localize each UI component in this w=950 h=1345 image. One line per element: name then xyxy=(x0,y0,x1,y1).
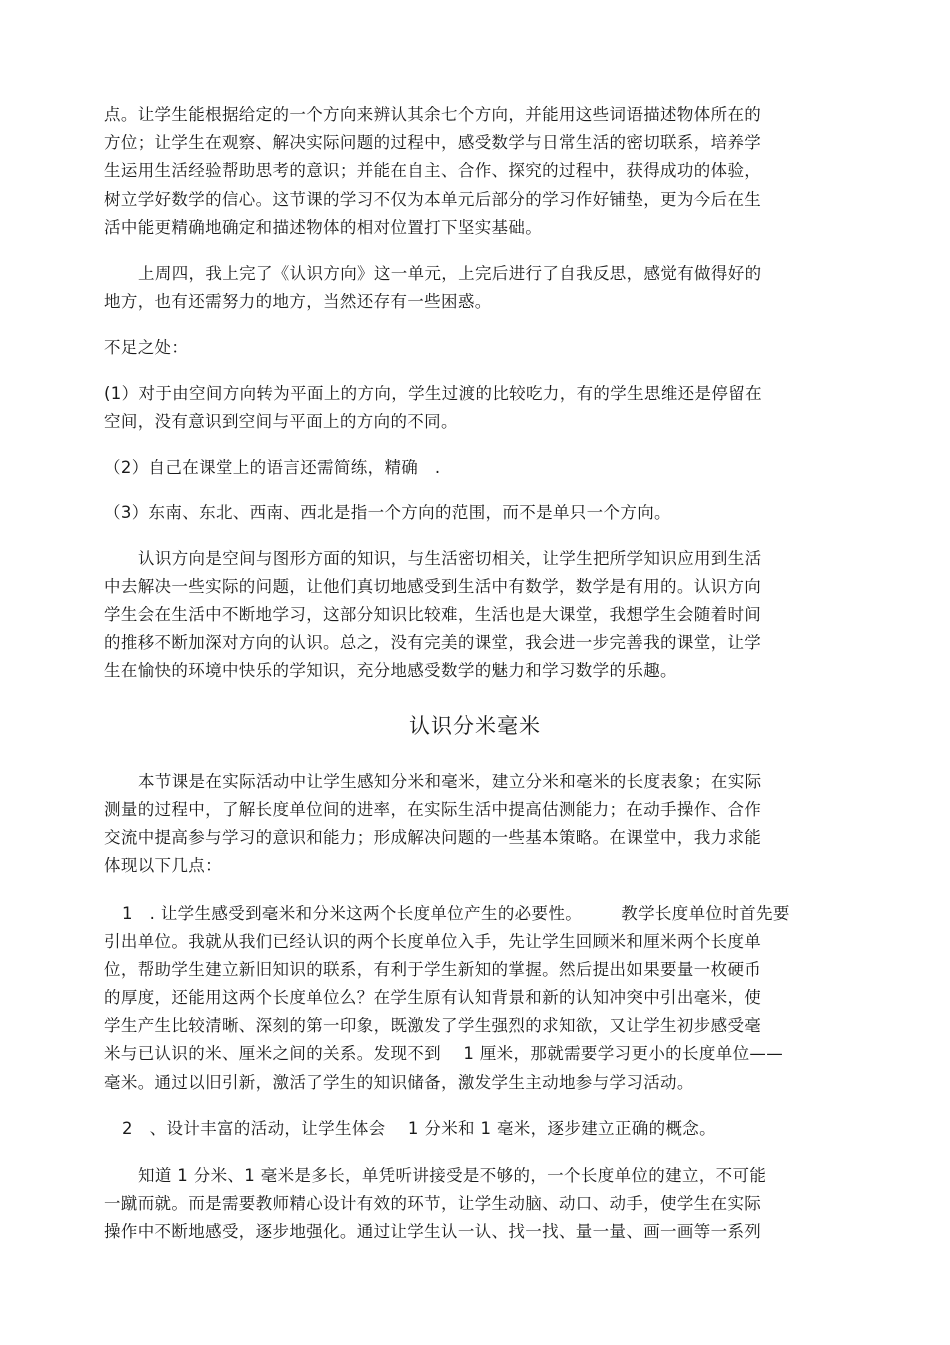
paragraph-line: 学生产生比较清晰、深刻的第一印象，既激发了学生强烈的求知欲，又让学生初步感受毫 xyxy=(104,1016,762,1035)
list-item-continuation: 空间，没有意识到空间与平面上的方向的不同。 xyxy=(104,412,458,431)
paragraph-line: 毫米。通过以旧引新，激活了学生的知识储备，激发学生主动地参与学习活动。 xyxy=(104,1073,694,1092)
paragraph-line: 的推移不断加深对方向的认识。总之，没有完美的课堂，我会进一步完善我的课堂，让学 xyxy=(104,633,762,652)
paragraph-line: 活中能更精确地确定和描述物体的相对位置打下坚实基础。 xyxy=(104,218,543,237)
list-item: （3）东南、东北、西南、西北是指一个方向的范围，而不是单只一个方向。 xyxy=(104,503,671,522)
paragraph-line: 2 、设计丰富的活动，让学生体会 1 分米和 1 毫米，逐步建立正确的概念。 xyxy=(122,1119,716,1138)
paragraph-line: 学生会在生活中不断地学习，这部分知识比较难，生活也是大课堂，我想学生会随着时间 xyxy=(104,605,762,624)
list-item: （2）自己在课堂上的语言还需简练，精确 . xyxy=(104,458,441,477)
paragraph-line: 知道 1 分米、1 毫米是多长，单凭听讲接受是不够的，一个长度单位的建立，不可能 xyxy=(138,1166,767,1185)
paragraph-line: 的厚度，还能用这两个长度单位么？在学生原有认知背景和新的认知冲突中引出毫米，使 xyxy=(104,988,762,1007)
paragraph-line: 米与已认识的米、厘米之间的关系。发现不到 1 厘米，那就需要学习更小的长度单位—— xyxy=(104,1044,784,1063)
paragraph-line: 位，帮助学生建立新旧知识的联系，有利于学生新知的掌握。然后提出如果要量一枚硬币 xyxy=(104,960,762,979)
paragraph-line: 上周四，我上完了《认识方向》这一单元，上完后进行了自我反思，感觉有做得好的 xyxy=(138,264,762,283)
paragraph-line: 1 . 让学生感受到毫米和分米这两个长度单位产生的必要性。 教学长度单位时首先要 xyxy=(122,904,790,923)
paragraph-line: 体现以下几点： xyxy=(104,856,222,875)
list-item: (1）对于由空间方向转为平面上的方向，学生过渡的比较吃力，有的学生思维还是停留在 xyxy=(104,384,762,403)
paragraph-line: 一蹴而就。而是需要教师精心设计有效的环节，让学生动脑、动口、动手，使学生在实际 xyxy=(104,1194,762,1213)
section-title: 认识分米毫米 xyxy=(409,714,541,738)
paragraph-line: 认识方向是空间与图形方面的知识，与生活密切相关，让学生把所学知识应用到生活 xyxy=(138,549,762,568)
paragraph-line: 生在愉快的环境中快乐的学知识，充分地感受数学的魅力和学习数学的乐趣。 xyxy=(104,661,677,680)
paragraph-line: 引出单位。我就从我们已经认识的两个长度单位入手，先让学生回顾米和厘米两个长度单 xyxy=(104,932,762,951)
paragraph-line: 测量的过程中，了解长度单位间的进率，在实际生活中提高估测能力；在动手操作、合作 xyxy=(104,800,762,819)
paragraph-line: 中去解决一些实际的问题，让他们真切地感受到生活中有数学，数学是有用的。认识方向 xyxy=(104,577,762,596)
paragraph-line: 点。让学生能根据给定的一个方向来辨认其余七个方向，并能用这些词语描述物体所在的 xyxy=(104,105,762,124)
paragraph-line: 操作中不断地感受，逐步地强化。通过让学生认一认、找一找、量一量、画一画等一系列 xyxy=(104,1222,762,1241)
paragraph-line: 方位；让学生在观察、解决实际问题的过程中，感受数学与日常生活的密切联系，培养学 xyxy=(104,133,762,152)
paragraph-line: 地方，也有还需努力的地方，当然还存有一些困惑。 xyxy=(104,292,492,311)
section-label: 不足之处： xyxy=(104,338,189,357)
paragraph-line: 生运用生活经验帮助思考的意识；并能在自主、合作、探究的过程中，获得成功的体验， xyxy=(104,161,762,180)
paragraph-line: 本节课是在实际活动中让学生感知分米和毫米，建立分米和毫米的长度表象；在实际 xyxy=(138,772,762,791)
paragraph-line: 树立学好数学的信心。这节课的学习不仅为本单元后部分的学习作好铺垫，更为今后在生 xyxy=(104,190,762,209)
paragraph-line: 交流中提高参与学习的意识和能力；形成解决问题的一些基本策略。在课堂中，我力求能 xyxy=(104,828,762,847)
